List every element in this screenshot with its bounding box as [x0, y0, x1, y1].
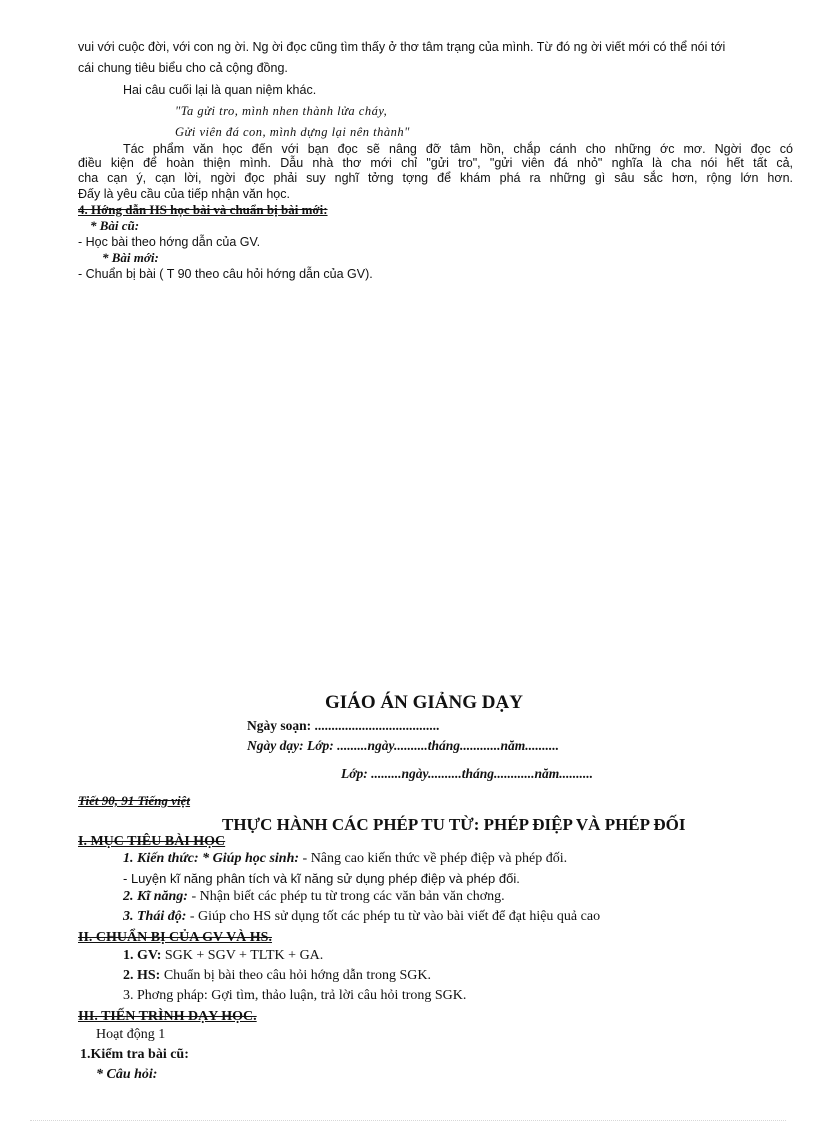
paragraph-line: Tác phẩm văn học đến với bạn đọc sẽ nâng đỡ tâm hồn, chắp cánh cho những ớc mơ. Ngời đọc có: [123, 142, 793, 156]
ngay-soan: Ngày soạn: .....................................: [247, 718, 440, 733]
body-line: - Chuẩn bị bài ( T 90 theo câu hỏi hớng dẫn của GV).: [78, 267, 373, 281]
poem-line: Gửi viên đá con, mình dựng lại nên thành": [175, 125, 410, 139]
body-line: - Học bài theo hớng dẫn của GV.: [78, 235, 261, 249]
body-line: cái chung tiêu biểu cho cả cộng đồng.: [78, 61, 288, 75]
prep-gv: [123, 948, 323, 964]
activity-label: Hoạt động 1: [96, 1027, 166, 1042]
paragraph-line: cha cạn ý, cạn lời, ngời đọc phải suy nghĩ tởng tợng để khám phá ra những gì sâu sắc hơn, rộng lớn hơn.: [78, 171, 793, 185]
label-bai-cu: * Bài cũ:: [90, 218, 140, 233]
page-bottom-rule: [30, 1120, 786, 1121]
body-line: vui với cuộc đời, với con ng ời. Ng ời đọc cũng tìm thấy ở thơ tâm trạng của mình. Từ đó ng ời viết mới có thể nói tới: [78, 40, 726, 54]
label: 3. Thái độ:: [123, 909, 187, 924]
text: SGK + SGV + TLTK + GA.: [161, 948, 324, 963]
text: - Giúp cho HS sử dụng tốt các phép tu từ vào bài viết để đạt hiệu quả cao: [186, 909, 601, 924]
section-heading: 4. Hớng dẫn HS học bài và chuẩn bị bài mới:: [78, 202, 328, 217]
page-title: GIÁO ÁN GIẢNG DẠY: [325, 692, 523, 713]
paragraph-line: Đấy là yêu cầu của tiếp nhận văn học.: [78, 187, 290, 201]
text: Chuẩn bị bài theo câu hỏi hớng dẫn trong SGK.: [160, 968, 431, 983]
section-heading: I. MỤC TIÊU BÀI HỌC: [78, 834, 226, 849]
text: - Nhận biết các phép tu từ trong các văn bản văn chơng.: [187, 889, 505, 904]
check-old-lesson: 1.Kiểm tra bài cũ:: [80, 1047, 189, 1062]
lesson-heading: THỰC HÀNH CÁC PHÉP TU TỪ: PHÉP ĐIỆP VÀ PHÉP ĐỐI: [222, 815, 686, 834]
label: 2. HS:: [123, 968, 161, 983]
tiet-label: Tiết 90, 91 Tiếng việt: [78, 793, 191, 808]
objective-knowledge: [123, 851, 567, 867]
paragraph-line: điều kiện để hoàn thiện mình. Dẫu nhà thơ mới chỉ "gửi tro", "gửi viên đá nhỏ" nghĩa là cha nói hết tất cả,: [78, 156, 793, 170]
prep-method: 3. Phơng pháp: Gợi tìm, thảo luận, trả lời câu hỏi trong SGK.: [123, 988, 467, 1003]
objective-attitude: [123, 909, 600, 925]
section-heading: III. TIẾN TRÌNH DẠY HỌC.: [78, 1009, 257, 1024]
section-heading: II. CHUẨN BỊ CỦA GV VÀ HS.: [78, 930, 272, 945]
text: - Nâng cao kiến thức về phép điệp và phép đối.: [299, 851, 568, 866]
prep-hs: [123, 968, 431, 984]
poem-line: "Ta gửi tro, mình nhen thành lửa cháy,: [175, 104, 388, 118]
label-bai-moi: * Bài mới:: [102, 250, 159, 265]
lop-line: Lớp: .........ngày..........tháng............năm..........: [341, 766, 594, 781]
label: 1. Kiến thức: * Giúp học sinh:: [123, 851, 300, 866]
body-line: Hai câu cuối lại là quan niệm khác.: [123, 83, 317, 97]
objective-line: - Luyện kĩ năng phân tích và kĩ năng sử dụng phép điệp và phép đối.: [123, 871, 520, 886]
ngay-day: Ngày dạy: Lớp: .........ngày..........tháng............năm..........: [247, 738, 559, 753]
question-label: * Câu hỏi:: [96, 1067, 158, 1082]
label: 2. Kĩ năng:: [123, 889, 188, 904]
label: 1. GV:: [123, 948, 162, 963]
objective-skill: [123, 889, 505, 905]
